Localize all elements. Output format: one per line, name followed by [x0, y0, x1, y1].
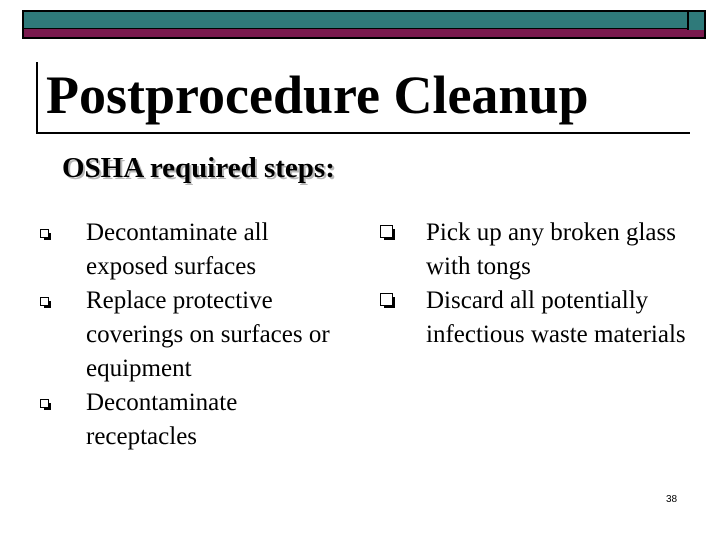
hollow-square-bullet-icon [380, 225, 393, 238]
hollow-square-bullet-icon [40, 399, 49, 408]
list-item [426, 284, 696, 352]
top-decorative-bar [22, 10, 706, 39]
list-item-text: Replace protective coverings on surfaces or equipment [86, 287, 330, 382]
list-item [86, 386, 346, 454]
top-bar-maroon-stripe [24, 29, 704, 37]
list-item-text: Decontaminate all exposed surfaces [86, 219, 269, 280]
list-item-text: Decontaminate receptacles [86, 389, 238, 450]
list-item-text: Discard all potentially infectious waste materials [426, 287, 686, 348]
list-item [86, 284, 346, 386]
right-bullet-list [426, 216, 696, 352]
hollow-square-bullet-icon [40, 229, 49, 238]
list-item [86, 216, 346, 284]
top-bar-corner-box [687, 12, 704, 30]
left-bullet-list [86, 216, 346, 454]
slide-title: Postprocedure Cleanup [46, 65, 589, 125]
list-item [426, 216, 696, 284]
slide-subtitle: OSHA required steps: [62, 152, 335, 184]
list-item-text: Pick up any broken glass with tongs [426, 219, 676, 280]
title-frame [36, 62, 690, 134]
page-number: 38 [666, 494, 678, 505]
top-bar-teal-stripe [24, 12, 704, 30]
hollow-square-bullet-icon [40, 297, 49, 306]
hollow-square-bullet-icon [380, 293, 393, 306]
